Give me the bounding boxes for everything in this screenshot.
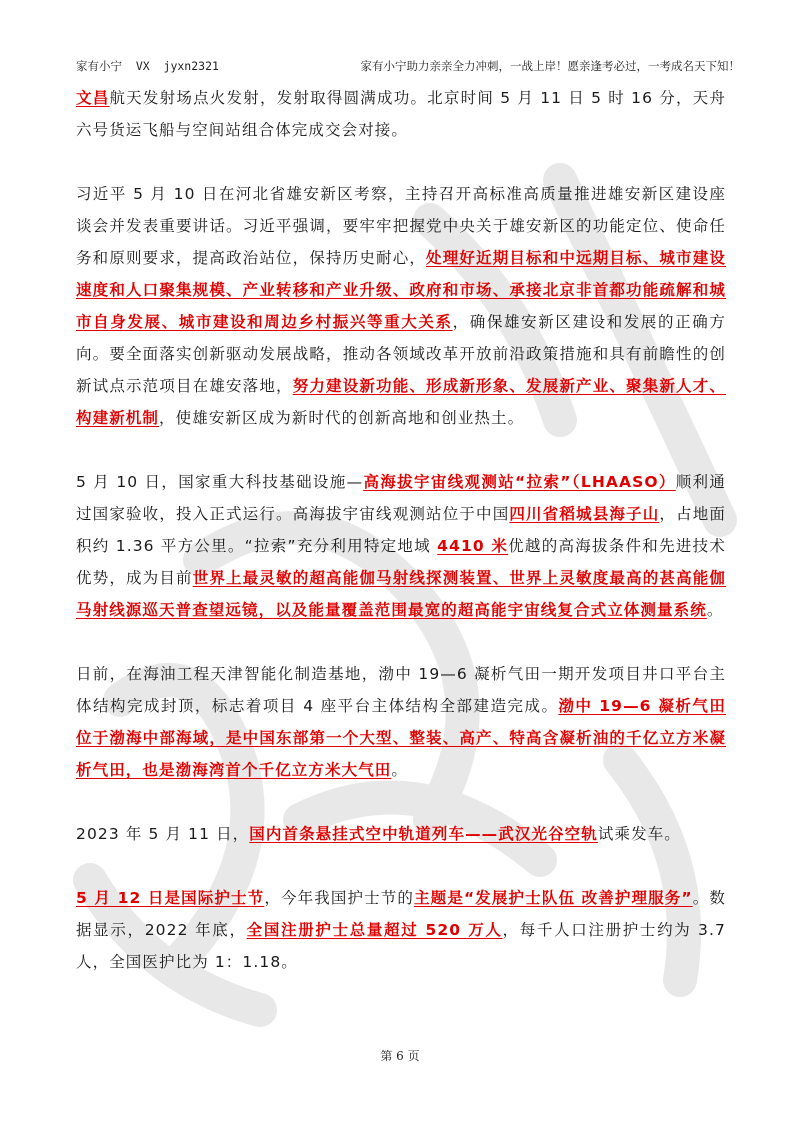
body-text: 日前，在海油工程天津智能化制造基地，渤中 19—6 凝析气田一期开发项目井口平台主体结构完成封顶，标志着项目 4 座平台主体结构全部建造完成。 <box>76 665 726 715</box>
body-text: 。 <box>706 601 724 619</box>
body-text: 2023 年 5 月 11 日， <box>76 825 250 843</box>
header-right-text: 家有小宁助力亲亲全力冲刺，一战上岸！愿亲逢考必过，一考成名天下知！ <box>360 59 740 73</box>
emphasis-text: 世界上最灵敏的超高能伽马射线探测装置、世界上灵敏度最高的甚高能伽马射线源巡天普查望远镜，以及能量覆盖范围最宽的超高能宇宙线复合式立体测量系统 <box>76 569 727 619</box>
paragraph <box>76 818 726 850</box>
body-text: 优越的高海拔条件和先进技术优势，成为目前 <box>76 537 726 587</box>
paragraph <box>76 882 726 978</box>
page-number: 第 6 页 <box>380 1049 420 1063</box>
body-text: 习近平 5 月 10 日在河北省雄安新区考察，主持召开高标准高质量推进雄安新区建设座谈会并发表重要讲话。习近平强调，要牢牢把握党中央关于雄安新区的功能定位、使命任务和原则要求，提高政治站位，保持历史耐心， <box>76 185 726 267</box>
body-text: 。数据显示，2022 年底， <box>76 889 726 939</box>
document-body <box>76 82 726 978</box>
paragraph <box>76 658 726 786</box>
body-text: 5 月 10 日，国家重大科技基础设施— <box>76 473 364 491</box>
paragraph <box>76 178 726 434</box>
emphasis-text: 国内首条悬挂式空中轨道列车——武汉光谷空轨 <box>249 825 598 843</box>
emphasis-text: 努力建设新功能、形成新形象、发展新产业、聚集新人才、构建新机制 <box>76 377 726 427</box>
header-left-text: 家有小宁 VX jyxn2321 <box>76 59 219 73</box>
emphasis-text: 5 月 12 日是国际护士节 <box>76 889 265 907</box>
page-header <box>76 58 740 78</box>
emphasis-text: 处理好近期目标和中远期目标、城市建设速度和人口聚集规模、产业转移和产业升级、政府和市场、承接北京非首都功能疏解和城市自身发展、城市建设和周边乡村振兴等重大关系 <box>76 249 726 331</box>
body-text: 。 <box>391 761 409 779</box>
body-text: 试乘发车。 <box>597 825 681 843</box>
body-text: 航天发射场点火发射，发射取得圆满成功。北京时间 5 月 11 日 5 时 16 分，天舟六号货运飞船与空间站组合体完成交会对接。 <box>76 89 726 139</box>
emphasis-text: 4410 米 <box>437 537 509 555</box>
emphasis-text: 文昌 <box>76 89 110 107</box>
emphasis-text: 渤中 19—6 凝析气田位于渤海中部海域，是中国东部第一个大型、整装、高产、特高含凝析油的千亿立方米凝析气田，也是渤海湾首个千亿立方米大气田 <box>76 697 726 779</box>
emphasis-text: 四川省稻城县海子山 <box>509 505 660 523</box>
body-text: ，确保雄安新区建设和发展的正确方向。要全面落实创新驱动发展战略，推动各领域改革开放前沿政策措施和具有前瞻性的创新试点示范项目在雄安落地， <box>76 313 727 395</box>
paragraph <box>76 82 726 146</box>
paragraph <box>76 466 726 626</box>
body-text: ，每千人口注册护士约为 3.7 人，全国医护比为 1：1.18。 <box>76 921 727 971</box>
emphasis-text: 高海拔宇宙线观测站“拉索”（LHAASO） <box>363 473 676 491</box>
emphasis-text: 主题是“发展护士队伍 改善护理服务” <box>414 889 693 907</box>
body-text: ，占地面积约 1.36 平方公里。“拉索”充分利用特定地域 <box>76 505 726 555</box>
body-text: ，使雄安新区成为新时代的创新高地和创业热土。 <box>159 409 525 427</box>
body-text: 顺利通过国家验收，投入正式运行。高海拔宇宙线观测站位于中国 <box>76 473 726 523</box>
body-text: ，今年我国护士节的 <box>264 889 415 907</box>
emphasis-text: 全国注册护士总量超过 520 万人 <box>246 921 503 939</box>
